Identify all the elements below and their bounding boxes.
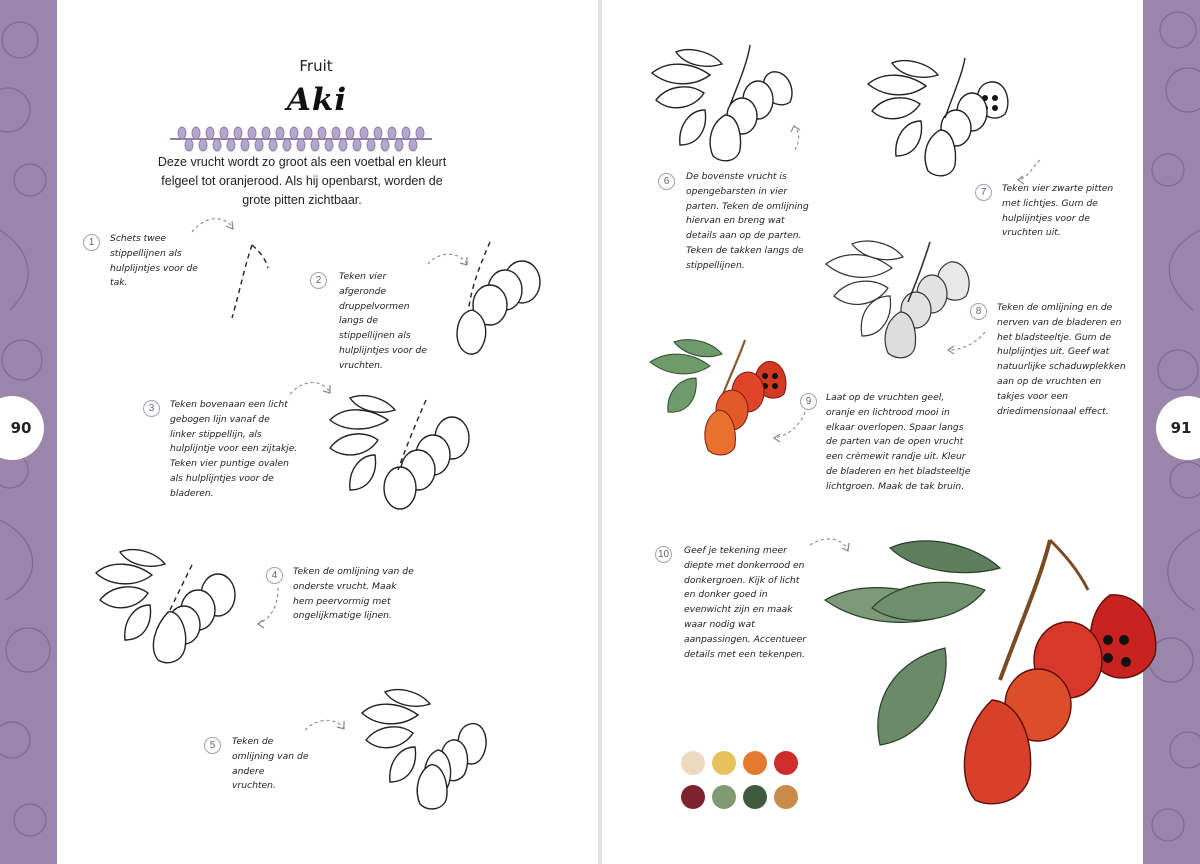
palette-swatch [743,785,767,809]
step-badge: 3 [143,400,160,417]
page-number-left: 90 [0,396,44,460]
step-9-drawing [650,340,805,455]
step-4-drawing [96,550,278,663]
step-badge: 5 [204,737,221,754]
step-badge: 1 [83,234,100,251]
step-text: Geef je tekening meer diepte met donkerrood en donkergroen. Kijk of licht en donker goed in evenwicht zijn en maak waar nodig wat aanpassingen. Accentueer details met een tekenpen. [684,545,807,660]
step-7-drawing [868,58,1040,184]
palette-swatch [743,751,767,775]
color-palette [681,751,798,809]
step-5-drawing [305,690,486,809]
palette-swatch [681,751,705,775]
step-text: Teken vier zwarte pitten met lichtjes. Gum de hulplijntjes voor de vruchten uit. [1002,183,1114,239]
step-badge: 2 [310,272,327,289]
step-10-drawing [810,539,1156,804]
step-text: Teken bovenaan een licht gebogen lijn vanaf de linker stippellijn, als hulplijntje voor een zijtakje. Teken vier puntige ovalen als hulplijntjes voor de bladeren. [170,399,298,499]
step-text: Teken de omlijning en de nerven van de bladeren en het bladsteeltje. Gum de hulplijntjes uit. Geef wat natuurlijke schaduwplekken aan op de vruchten en takjes voor een driedimensionaal effect. [997,302,1126,417]
vine-ornament-icon [170,127,432,151]
palette-swatch [774,751,798,775]
step-text: Laat op de vruchten geel, oranje en lichtrood mooi in elkaar overlopen. Spaar langs de parten van de open vrucht een crèmewit randje uit. Kleur de bladeren en het bladsteeltje lichtgroen. Maak de tak bruin. [826,392,971,492]
step-text: Teken de omlijning van de onderste vrucht. Maak hem peervormig met ongelijkmatige lijnen. [293,566,414,622]
step-badge: 4 [266,567,283,584]
step-6-drawing [652,45,800,161]
step-badge: 6 [658,173,675,190]
step-3-drawing [290,383,469,510]
intro-text: Deze vrucht wordt zo groot als een voetbal en kleurt felgeel tot oranjerood. Als hij openbarst, worden de grote pitten zichtbaar. [157,155,447,207]
step-2-drawing [428,242,540,354]
step-badge: 10 [655,546,672,563]
step-text: Schets twee stippellijnen als hulplijntjes voor de tak. [110,233,198,289]
step-badge: 7 [975,184,992,201]
step-text: De bovenste vrucht is opengebarsten in vier parten. Teken de omlijning hiervan en breng wat details aan op de parten. Teken de takken langs de stippellijnen. [686,171,809,271]
step-8-drawing [826,241,985,358]
palette-swatch [681,785,705,809]
step-text: Teken vier afgeronde druppelvormen langs de stippellijnen als hulplijntjes voor de vruchten. [339,271,427,371]
step-text: Teken de omlijning van de andere vruchten. [232,736,309,792]
step-badge: 9 [800,393,817,410]
palette-swatch [712,751,736,775]
palette-swatch [712,785,736,809]
palette-swatch [774,785,798,809]
category-label: Fruit [299,57,333,75]
page-number-right: 91 [1156,396,1200,460]
step-badge: 8 [970,303,987,320]
step-1-drawing [192,219,268,318]
page-title: Aki [286,82,348,118]
